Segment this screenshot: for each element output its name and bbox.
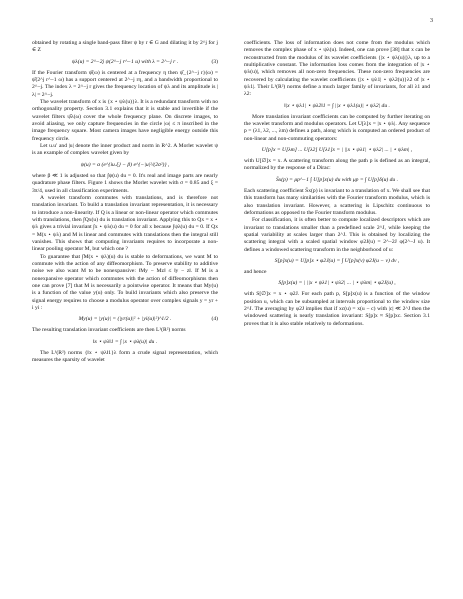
equation-text: ψ(u) = α (e^{iu.ξ} − β) e^{−|u|²/(2σ²)} , [80, 161, 170, 168]
equation-text: ‖|x ⋆ ψλ1| ⋆ ψλ2‖1 = ∫ ||x ⋆ ψλ1(u)| ⋆ ψλ2| du . [284, 102, 390, 109]
paragraph: The resulting translation invariant coefficients are then L¹(R²) norms [32, 327, 186, 334]
equation-text: My(u) = |y(u)| = (|yr(u)|² + |yi(u)|²)^1/2 . [78, 316, 172, 323]
equation [244, 176, 430, 185]
equation [32, 161, 218, 170]
equation-number: (3) [211, 58, 218, 65]
paragraph: If the Fourier transform ψ̂(ω) is centered at a frequency η then ψ̂_{2^−j r}(ω) = ψ̂(2^j r^−1 ω) has a support centered at 2^−j rη, and a bandwidth proportional to 2^−j. The index λ = 2^−j r gives the frequency location of ψλ and its amplitude is |λ| = 2^−j. [32, 69, 218, 98]
page-number: 3 [430, 18, 433, 24]
equation-text: ψλ(u) = 2^−2j ψ(2^−j r^−1 u) with λ = 2^−j r . [71, 58, 179, 65]
equation [244, 279, 430, 288]
paragraph: with U[∅]x = x. A scattering transform along the path p is defined as an integral, normalized by the response of a Dirac: [244, 158, 430, 172]
equation [32, 338, 218, 347]
equation [244, 102, 430, 111]
equation-text: ‖x ⋆ ψλ‖1 = ∫ |x ⋆ ψλ(u)| du . [92, 338, 158, 345]
right-column [244, 40, 430, 328]
paragraph: The L¹(R²) norms {‖x ⋆ ψλ‖1}λ form a crude signal representation, which measures the sparsity of wavelet [32, 349, 218, 364]
paragraph: where β ≪ 1 is adjusted so that ∫ψ(u) du = 0. It's real and image parts are nearly quadrature phase filters. Figure 1 shows the Morlet wavelet with σ = 0.85 and ξ = 3π/4, used in all classification experiments. [32, 172, 218, 194]
equation-text: U[p]x = U[λm] ... U[λ2] U[λ1]x = | ||x ⋆ ψλ1| ⋆ ψλ2| ... | ⋆ ψλm| , [261, 147, 413, 154]
paragraph: The wavelet transform of x is {x ⋆ ψλ(u)}λ. It is a redundant transform with no orthogonality property. Section 3.1 explains that it is stable and invertible if the wavelet filters ψ̂λ(ω) cover the whole frequency plane. On discrete images, to avoid aliasing, we only capture frequencies in the circle |ω| ≤ π inscribed in the image frequency square. Most camera images have negligible energy outside this frequency circle. [32, 99, 218, 142]
paragraph: A wavelet transform commutes with translations, and is therefore not translation invariant. To build a translation invariant representation, it is necessary to introduce a non-linearity. If Q is a linear or non-linear operator which commutes with translations, then ∫Qx(u) du is translation invariant. Applying this to Qx = x ⋆ ψλ gives a trivial invariant ∫x ⋆ ψλ(u) du = 0 for all x because ∫ψλ(u) du = 0. If Qx = M(x ⋆ ψλ) and M is linear and commutes with translations then the integral still vanishes. This shows that computing invariants requires to incorporate a non-linear pooling operator M, but which one ? [32, 194, 218, 253]
left-column [32, 40, 218, 364]
equation [244, 146, 430, 155]
equation [32, 58, 218, 67]
equation-text: S[p]x(u) = U[p]x ⋆ φ2J(u) = ∫ U[p]x(v) φ2J(u − v) dv , [274, 257, 400, 264]
equation [244, 257, 430, 266]
paragraph: More translation invariant coefficients can be computed by further iterating on the wavelet transform and modulus operators. Let U[λ]x = |x ⋆ ψλ|. Any sequence p = (λ1, λ2, ..., λm) defines a path, along which is computed an ordered product of non-linear and non-commuting operators: [244, 113, 430, 142]
equation [32, 315, 218, 324]
equation-text: S[p]x(u) = | ||x ⋆ ψλ1| ⋆ ψλ2| ... | ⋆ ψλm| ⋆ φ2J(u) , [278, 280, 396, 287]
paragraph: For classification, it is often better to compute localized descriptors which are invariant to translations smaller than a predefined scale 2^J, while keeping the spatial variability at scales larger than 2^J. This is obtained by localizing the scattering integral with a scaled spatial window φ2J(u) = 2^−2J φ(2^−J u). It defines a windowed scattering transform in the neighborhood of u: [244, 217, 430, 253]
paragraph: with S[∅]x = x ⋆ φ2J. For each path p, S[p]x(u) is a function of the window position u, which can be subsampled at intervals proportional to the window size 2^J. The averaging by φ2J implies that if xc(u) = x(u − c) with |c| ≪ 2^J then the windowed scattering is nearly translation invariant: S[p]x ≈ S[p]xc. Section 3.1 proves that it is also stable relatively to deformations. [244, 291, 430, 327]
paragraph: and hence [244, 268, 267, 275]
paragraph: obtained by rotating a single band-pass filter ψ by r ∈ G and dilating it by 2^j for j ∈ Z [32, 40, 218, 54]
paragraph: Each scattering coefficient S̄x(p) is invariant to a translation of x. We shall see that this transform has many similarities with the Fourier transform modulus, which is also translation invariant. However, a scattering is Lipschitz continuous to deformations as opposed to the Fourier transform modulus. [244, 187, 430, 216]
paragraph: Let u.u′ and |u| denote the inner product and norm in R^2. A Morlet wavelet ψ is an example of complex wavelet given by [32, 143, 218, 157]
paragraph: To guarantee that ∫M(x ⋆ ψλ)(u) du is stable to deformations, we want M to commute with the action of any diffeomorphism. To preserve stability to additive noise we also want M to be nonexpansive: ‖My − Mz‖ ≤ ‖y − z‖. If M is a nonexpansive operator which commutes with the action of diffeomorphisms then one can prove [7] that M is necessarily a pointwise operator. It means that My(u) is a function of the value y(u) only. To build invariants which also preserve the signal energy requires to choose a modulus operator over complex signals y = yr + i yi : [32, 253, 218, 311]
equation-text: S̄x(p) = μp^−1 ∫ U[p]x(u) du with μp = ∫ U[p]δ(u) du . [275, 176, 399, 183]
paragraph: coefficients. The loss of information does not come from the modulus which removes the complex phase of x ⋆ ψλ(u). Indeed, one can prove [38] that x can be reconstructed from the modulus of its wavelet coefficients {|x ⋆ ψλ(u)|}λ, up to a multiplicative constant. The information loss comes from the integration of |x ⋆ ψλ(u)|, which removes all non-zero frequencies. These non-zero frequencies are recovered by calculating the wavelet coefficients {|x ⋆ ψλ1| ⋆ ψλ2(u)}λ2 of |x ⋆ ψλ1|. Their L¹(R²) norms define a much larger family of invariants, for all λ1 and λ2: [244, 40, 430, 98]
equation-number: (4) [211, 316, 218, 323]
